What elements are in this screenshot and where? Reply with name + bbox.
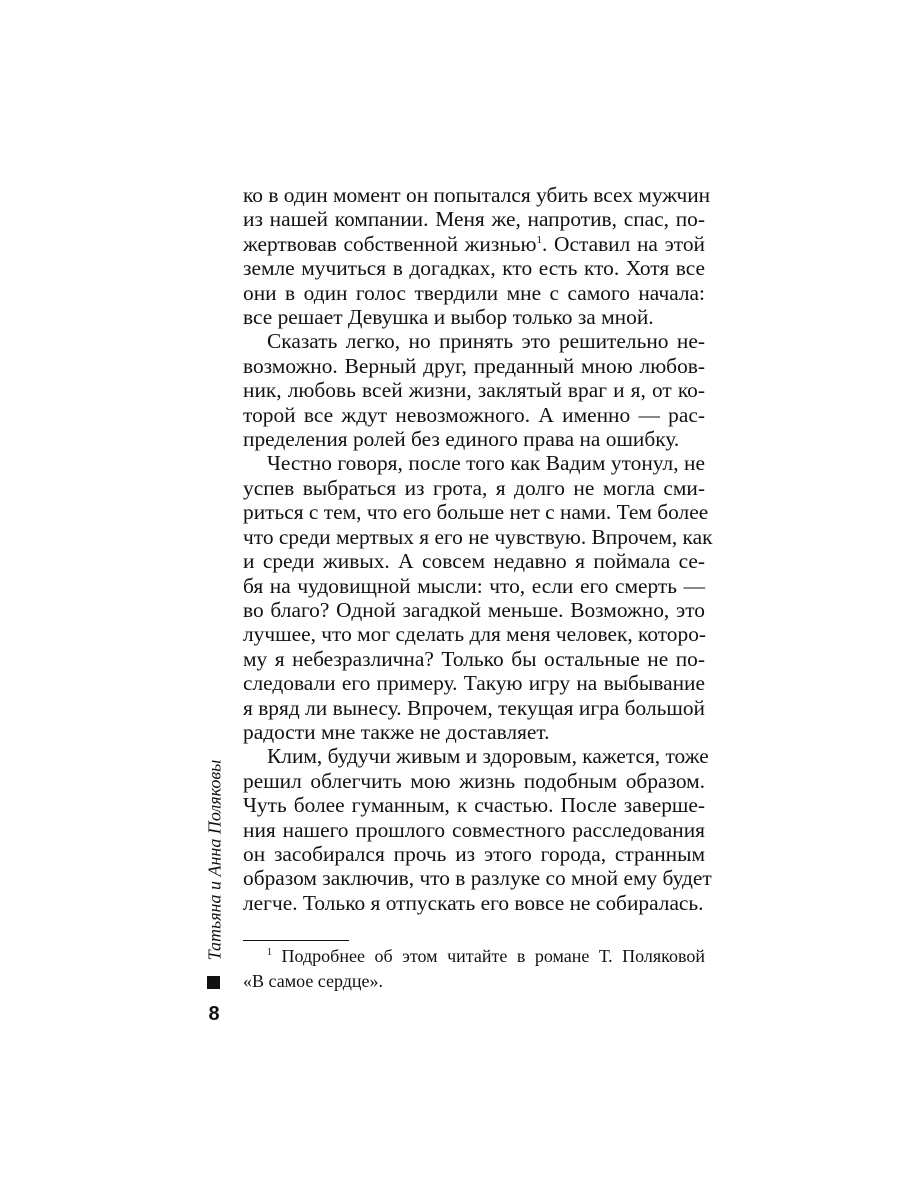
text-line: риться с тем, что его больше нет с нами. Тем более [243, 500, 709, 525]
text-line: он засобирался прочь из этого города, странным [243, 841, 705, 866]
footnote [243, 944, 705, 993]
text-line: я вряд ли вынесу. Впрочем, текущая игра большой [243, 695, 705, 720]
text-line: земле мучиться в догадках, кто есть кто. Хотя все [243, 256, 705, 281]
footnote-reference[interactable]: 1 [536, 233, 542, 246]
text-line: Клим, будучи живым и здоровым, кажется, тоже [267, 744, 709, 769]
text-line: радости мне также не доставляет. [243, 719, 550, 744]
text-line: ния нашего прошлого совместного расследования [243, 817, 705, 842]
paragraph-3 [243, 451, 713, 744]
text-line: торой все ждут невозможного. А именно — рас- [243, 402, 705, 427]
running-head-authors: Татьяна и Анна Поляковы [204, 759, 225, 961]
text-line: все решает Девушка и выбор только за мной. [243, 305, 654, 330]
paragraph-2 [243, 329, 705, 451]
footnote-marker: 1 [267, 947, 272, 958]
running-head [200, 755, 230, 965]
text-line: Сказать легко, но принять это решительно не- [267, 329, 705, 354]
text-line: ко в один момент он попытался убить всех мужчин [243, 183, 711, 207]
text-line: бя на чудовищной мысли: что, если его смерть — [243, 573, 705, 598]
page-number: 8 [208, 1003, 220, 1025]
text-line: что среди мертвых я его не чувствую. Впрочем, как [243, 524, 713, 549]
main-text [243, 183, 713, 915]
text-line: легче. Только я отпускать его вовсе не собиралась. [243, 890, 704, 915]
text-line-part: жертвовав собственной жизнью [243, 231, 537, 256]
text-line: пределения ролей без единого права на ошибку. [243, 427, 680, 452]
text-line: они в один голос твердили мне с самого начала: [243, 280, 705, 305]
text-line: и среди живых. А совсем недавно я поймала се- [243, 549, 705, 574]
text-line: лучшее, что мог сделать для меня человек, которо- [243, 622, 707, 647]
text-line: из нашей компании. Меня же, напротив, спас, по- [243, 207, 705, 232]
text-line: во благо? Одной загадкой меньше. Возможно, это [243, 597, 705, 622]
footnote-line [243, 944, 705, 969]
text-line: образом заключив, что в разлуке со мной ему будет [243, 866, 712, 891]
paragraph-1 [243, 183, 711, 330]
text-line: следовали его примеру. Такую игру на выбывание [243, 671, 705, 696]
footnote-line: «В самое сердце». [243, 970, 384, 991]
text-line: Честно говоря, после того как Вадим утонул, не [267, 451, 705, 476]
footnote-divider [243, 940, 349, 941]
footnote-text: Подробнее об этом читайте в романе Т. Поляковой [272, 946, 705, 966]
text-line: му я небезразлична? Только бы остальные не по- [243, 646, 705, 671]
text-line: успев выбраться из грота, я долго не могла сми- [243, 475, 705, 500]
text-line [243, 232, 705, 256]
text-line-part: . Оставил на этой [541, 231, 705, 256]
square-marker-icon [207, 976, 220, 989]
text-line: Чуть более гуманным, к счастью. После заверше- [243, 793, 705, 818]
text-line: возможно. Верный друг, преданный мною любов- [243, 353, 705, 378]
paragraph-4 [243, 744, 712, 915]
text-line: ник, любовь всей жизни, заклятый враг и я, от ко- [243, 378, 705, 403]
text-line: решил облегчить мою жизнь подобным образом. [243, 768, 705, 793]
